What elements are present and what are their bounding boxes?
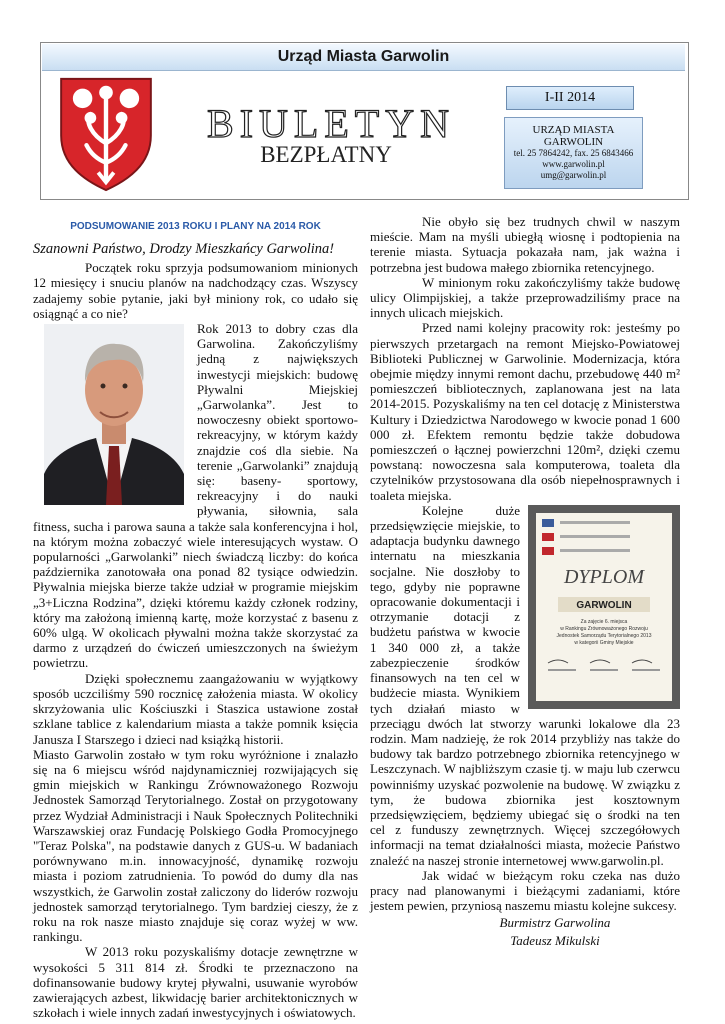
office-city: GARWOLIN [543,136,604,148]
article-paragraph: Przed nami kolejny pracowity rok: jesteśmy po pierwszych przetargach na remont Miejsko-Powiatowej Biblioteki Publicznej w Garwolinie. Modernizacja, która obejmie między innymi remont dachu, przebudowę 440 m² pomieszczeń bibliotecznych, zaplanowana jest na lata 2014-2015. Pozyskaliśmy na ten cel dotację z Ministerstwa Kultury i Dziedzictwa Narodowego w kwocie ponad 1 600 000 zł. Efektem remontu będzie także dobudowa pomieszczeń o łącznej powierzchni 120m², dzięki czemu powstaną: nowoczesna sala komputerowa, toaleta dla czytelników przystosowana dla osób niepełnosprawnych i toaleta miejska. [370,320,680,503]
article-paragraph: W minionym roku zakończyliśmy także budowę ulicy Olimpijskiej, a także przeprowadziliśmy prace na innych ulicach miejskich. [370,274,680,321]
city-crest-icon [57,75,155,192]
article-paragraph: Rok 2013 to dobry czas dla Garwolina. Zakończyliśmy jedną z największych inwestycji miejskich: budowę Pływalni Miejskiej „Garwolanka”. Jest to nowoczesny obiekt sportowo-rekreacyjny, w którym każdy znajdzie coś dla siebie. Na terenie „Garwolanki” znajdują się: baseny- sportowy, rekreacyjny i do nauki pływania, siłownia, sala fitness, sucha i parowa sauna a także sala konferencyjna i hol, na którym można zobaczyć wiele interesujących wystaw. O popularności „Garwolanki” niech świadczą liczby: do końca października zanotowała ona ponad 82 tysiące odwiedzin. Pływalnia miejska bierze także udział w programie miejskim „3+Liczna Rodzina”, dzięki któremu każdy członek rodziny, który ma założoną imienną kartę, może korzystać z basenu z 60% ulgą. W okolicach pływalni można także skorzystać za darmo z urządzeń do ćwiczeń umieszczonych na świeżym powietrzu. [33,321,358,671]
article-paragraph: Początek roku sprzyja podsumowaniom minionych 12 miesięcy i snuciu planów na nadchodzący czas. Wszyscy zadajemy sobie pytanie, jaki był miniony rok, co udało się osiągnąć a co nie? [33,260,358,321]
diploma-text: Za zajęcie 6. miejsca [580,618,628,625]
article-column-left [33,214,358,1020]
masthead-banner: Urząd Miasta Garwolin [42,44,685,71]
section-title: PODSUMOWANIE 2013 ROKU I PLANY NA 2014 ROK [70,221,321,232]
diploma-text: w Rankingu Zrównoważonego Rozwoju [560,625,648,632]
portrait-image [44,324,184,505]
diploma-city: GARWOLIN [576,599,632,611]
diploma-title: DYPLOM [563,565,645,588]
office-website-link[interactable]: www.garwolin.pl [542,159,605,169]
article-paragraph: W 2013 roku pozyskaliśmy dotacje zewnętrzne w wysokości 5 311 814 zł. Środki te przeznaczono na dofinansowanie budowy krytej pływalni, usuwanie wyrobów zawierających azbest, likwidację barier architektonicznych w szkołach i wiele innych zadań inwestycyjnych i oświatowych. [33,944,358,1021]
office-contact: tel. 25 7864242, fax. 25 6843466 [513,148,634,158]
office-info-box [504,117,643,189]
article-column-right [370,214,680,948]
newsletter-title: BIULETYN [207,101,455,146]
diploma-image [528,505,680,709]
article-paragraph: Kolejne duże przedsięwzięcie miejskie, to adaptacja budynku dawnego internatu na mieszkania socjalne. Nie doszłoby to tego, gdyby nie poprawne opracowanie dokumentacji i otrzymanie dotacji z budżetu państwa w kwocie 1 340 000 zł, a także zabezpieczenie środków finansowych na ten cel w budżecie miasta. Wynikiem tych działań miasto w przeciągu dwóch lat stworzy warunki lokalowe dla 23 rodzin. Mam nadzieję, że rok 2014 przybliży nas także do budowy tak bardzo potrzebnego zbiornika retencyjnego w Leszczynach. W najbliższym czasie tj. w maju lub czerwcu powinniśmy uzyskać pozwolenie na budowę. W związku z tym, że budowa zbiornika jest kosztownym przedsięwzięciem, będziemy ubiegać się o środki na ten cel z funduszy zewnętrznych. Więcej szczegółowych informacji na temat działalności miasta, możecie Państwo znaleźć na naszej stronie internetowej www.garwolin.pl. [370,502,680,868]
mayor-photo [44,324,184,505]
office-email-link[interactable]: umg@garwolin.pl [540,170,607,180]
article-greeting: Szanowni Państwo, Drodzy Mieszkańcy Garwolina! [33,241,335,257]
issue-badge: I-II 2014 [506,86,634,110]
article-paragraph: Dzięki społecznemu zaangażowaniu w wyjątkowy sposób uczciliśmy 590 rocznicę założenia miasta. W okolicy skrzyżowania ulic Kościuszki i Staszica ustawione został szklane tablice z kalendarium miasta a także pomnik księcia Janusza I Starszego i dzieci nad książką historii. [33,670,358,747]
diploma-text: w kategorii Gminy Miejskie [574,639,634,646]
article-paragraph: Nie obyło się bez trudnych chwil w naszym mieście. Mam na myśli ubiegłą wiosnę i podtopienia na terenie miasta. Sytuacja pokazała nam, jak ważna i potrzebna jest budowa małego zbiornika retencyjnego. [370,214,680,275]
signature-name: Tadeusz Mikulski [510,932,600,948]
newsletter-subtitle: BEZPŁATNY [260,142,392,167]
article-paragraph: Miasto Garwolin zostało w tym roku wyróżnione i znalazło się na 6 miejscu wśród najdynamiczniej rozwijających się gmin miejskich w Rankingu Zrównoważonego Rozwoju Jednostek Samorząd Terytorialnego. Został on przygotowany przez Wydział Administracji i Nauk Społecznych Politechniki Warszawskiej oraz Fundację Polskiego Godła Promocyjnego "Teraz Polska", na podstawie danych z GUS-u. W badaniach porównywano m.in. innowacyjność, dynamikę rozwoju miasta i poziom zatrudnienia. To powód do dumy dla nas wszystkich, że Garwolin został zaliczony do liderów rozwoju jednostek samorząd terytorialnego. Tym bardziej cieszy, że z roku na rok nasze miasto znajduje się coraz wyżej w ww. rankingu. [33,746,358,945]
article-paragraph: Jak widać w bieżącym roku czeka nas dużo pracy nad planowanymi i bieżącymi zadaniami, które jestem pewien, przyniosą naszemu miastu kolejne sukcesy. [370,867,680,914]
diploma-text: Jednostek Samorządu Terytorialnego 2013 [556,632,652,639]
signature-title: Burmistrz Garwolina [499,915,611,931]
office-name: URZĄD MIASTA [532,124,615,136]
